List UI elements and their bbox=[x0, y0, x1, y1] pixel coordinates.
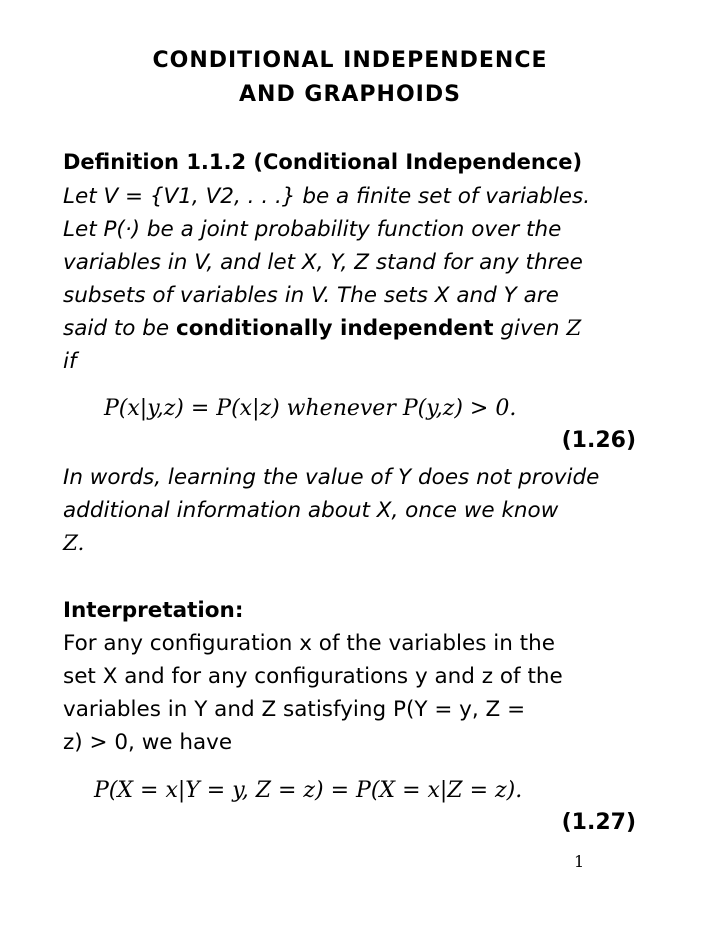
defined-term: conditionally independent bbox=[175, 316, 494, 341]
definition-heading: Definition 1.1.2 (Conditional Independence) bbox=[63, 150, 583, 174]
interpretation-line-2: set X and for any configurations y and z of the bbox=[63, 664, 563, 689]
words-line-2: additional information about X, once we know bbox=[63, 498, 559, 523]
equation-1-27-text: P(X = x|Y = y, Z = z) = P(X = x|Z = z). bbox=[94, 778, 523, 803]
definition-line bbox=[63, 246, 637, 279]
equation-1-27 bbox=[94, 778, 522, 803]
interpretation-line-1: For any configuration x of the variables in the bbox=[63, 631, 555, 656]
definition-line bbox=[63, 279, 637, 312]
words-line-1: In words, learning the value of Y does not provide bbox=[63, 465, 600, 490]
equation-number-1-27: (1.27) bbox=[561, 810, 636, 835]
title-line-2: AND GRAPHOIDS bbox=[239, 82, 461, 107]
definition-line-3: variables in V, and let X, Y, Z stand for any three bbox=[63, 250, 583, 275]
interpretation-line-4: z) > 0, we have bbox=[63, 730, 233, 755]
title-line-1: CONDITIONAL INDEPENDENCE bbox=[152, 48, 548, 73]
definition-line-4: subsets of variables in V. The sets X and Y are bbox=[63, 283, 559, 308]
equation-number-1-26: (1.26) bbox=[561, 428, 636, 453]
definition-line-1: Let V = {V1, V2, . . .} be a finite set of variables. bbox=[63, 184, 591, 209]
words-line-3: Z. bbox=[63, 531, 85, 556]
definition-line-5: said to be conditionally independent given Z bbox=[63, 316, 582, 341]
definition-line bbox=[63, 180, 637, 213]
interpretation-heading: Interpretation: bbox=[63, 598, 244, 623]
equation-1-26 bbox=[104, 396, 516, 421]
page-number: 1 bbox=[574, 852, 585, 871]
definition-line bbox=[63, 312, 637, 345]
equation-1-26-text: P(x|y,z) = P(x|z) whenever P(y,z) > 0. bbox=[104, 396, 517, 421]
definition-line-6: if bbox=[63, 349, 77, 374]
interpretation-line-3: variables in Y and Z satisfying P(Y = y, Z = bbox=[63, 697, 526, 722]
definition-line bbox=[63, 213, 637, 246]
definition-line-2: Let P(·) be a joint probability function over the bbox=[63, 217, 562, 242]
